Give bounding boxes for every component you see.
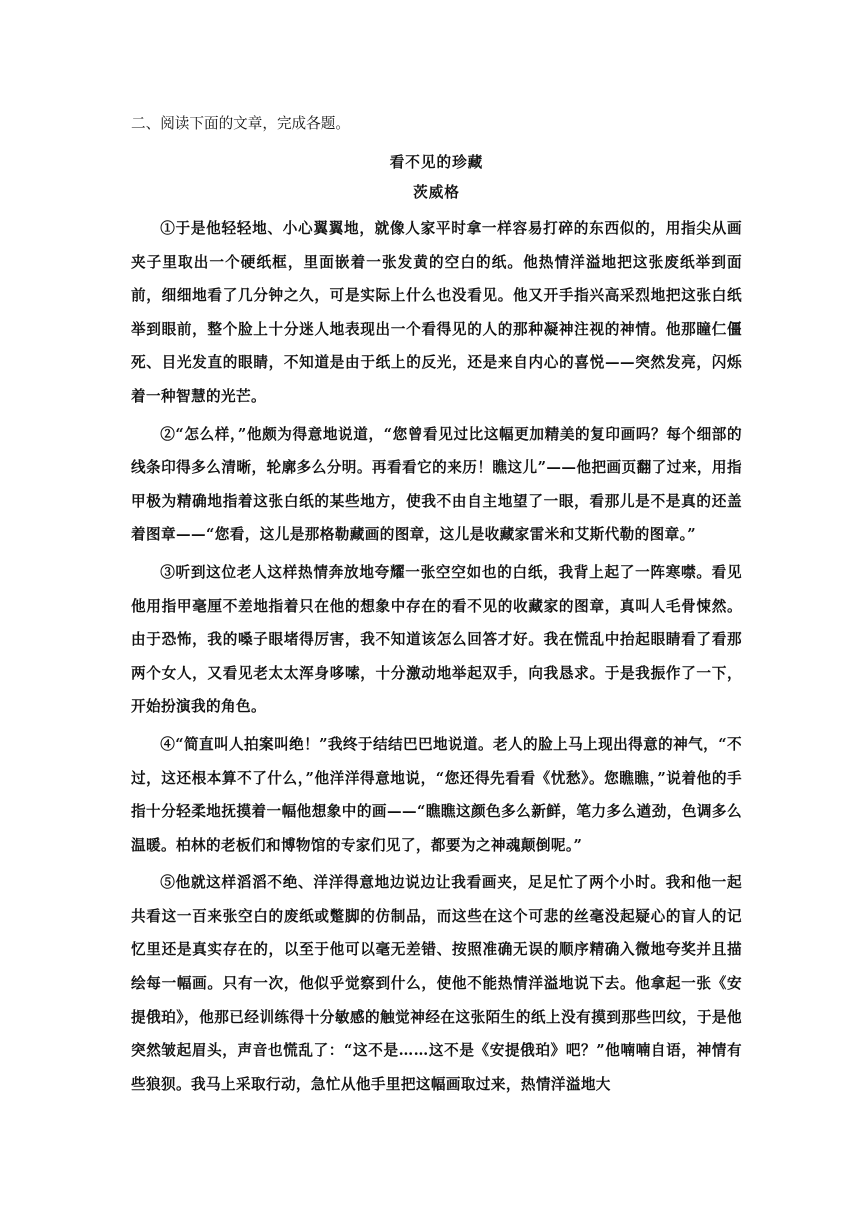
paragraph-3: ③听到这位老人这样热情奔放地夸耀一张空空如也的白纸，我背上起了一阵寒噤。看见他用指甲毫厘不差地指着只在他的想象中存在的看不见的收藏家的图章，真叫人毛骨悚然。由于恐怖，我的嗓子眼堵得厉害，我不知道该怎么回答才好。我在慌乱中抬起眼睛看了看那两个女人，又看见老太太浑身哆嗦，十分激动地举起双手，向我恳求。于是我振作了一下，开始扮演我的角色。 — [131, 563, 742, 716]
article-author: 茨威格 — [413, 184, 460, 201]
paragraph-2: ②“怎么样，”他颇为得意地说道，“您曾看见过比这幅更加精美的复印画吗？每个细部的线条印得多么清晰，轮廓多么分明。再看看它的来历！瞧这儿”——他把画页翻了过来，用指甲极为精确地指着这张白纸的某些地方，使我不由自主地望了一眼，看那儿是不是真的还盖着图章——“您看，这儿是那格勒藏画的图章，这儿是收藏家雷米和艾斯代勒的图章。” — [131, 425, 742, 544]
paragraph-1: ①于是他轻轻地、小心翼翼地，就像人家平时拿一样容易打碎的东西似的，用指尖从画夹子里取出一个硬纸框，里面嵌着一张发黄的空白的纸。他热情洋溢地把这张废纸举到面前，细细地看了几分钟之久，可是实际上什么也没看见。他又开手指兴高采烈地把这张白纸举到眼前，整个脸上十分迷人地表现出一个看得见的人的那种凝神注视的神情。他那瞳仁僵死、目光发直的眼睛，不知道是由于纸上的反光，还是来自内心的喜悦——突然发亮，闪烁着一种智慧的光芒。 — [131, 220, 742, 405]
section-heading: 二、阅读下面的文章，完成各题。 — [131, 115, 350, 132]
article-title: 看不见的珍藏 — [389, 154, 484, 171]
paragraph-5: ⑤他就这样滔滔不绝、洋洋得意地边说边让我看画夹，足足忙了两个小时。我和他一起共看这一百来张空白的废纸或蹩脚的仿制品，而这些在这个可悲的丝毫没起疑心的盲人的记忆里还是真实存在的，以至于他可以毫无差错、按照准确无误的顺序精确入微地夸奖并且描绘每一幅画。只有一次，他似乎觉察到什么，使他不能热情洋溢地说下去。他拿起一张《安提俄珀》，他那已经训练得十分敏感的触觉神经在这张陌生的纸上没有摸到那些凹纹，于是他突然皱起眉头，声音也慌乱了：“这不是……这不是《安提俄珀》吧？”他喃喃自语，神情有些狼狈。我马上采取行动，急忙从他手里把这幅画取过来，热情洋溢地大 — [131, 874, 742, 1093]
paragraph-4: ④“简直叫人拍案叫绝！”我终于结结巴巴地说道。老人的脸上马上现出得意的神气，“不过，这还根本算不了什么，”他洋洋得意地说，“您还得先看看《忧愁》。您瞧瞧，”说着他的手指十分轻柔地抚摸着一幅他想象中的画——“瞧瞧这颜色多么新鲜，笔力多么遒劲，色调多么温暖。柏林的老板们和博物馆的专家们见了，都要为之神魂颠倒呢。” — [131, 735, 742, 854]
